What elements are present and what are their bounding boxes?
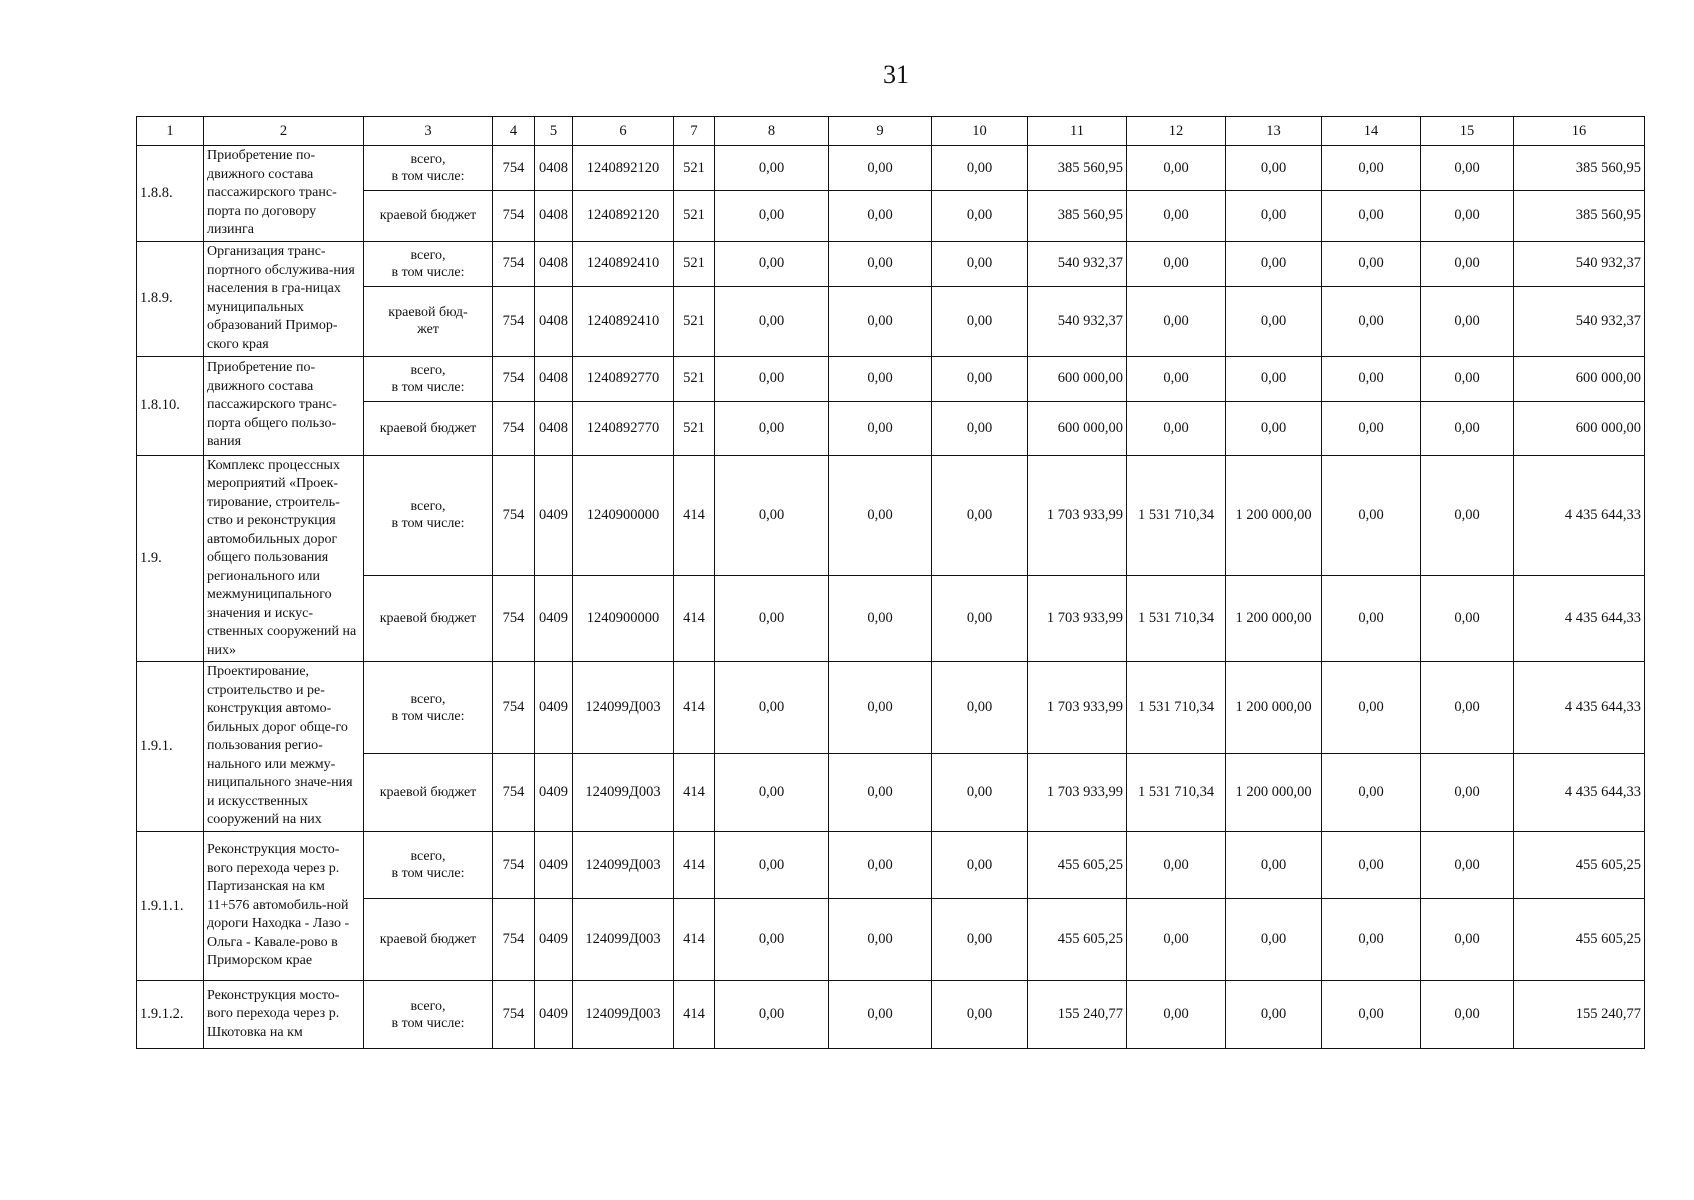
cell-col-7: 414	[674, 576, 715, 662]
cell-col-15: 0,00	[1421, 576, 1514, 662]
row-name: Приобретение по-движного состава пассажирского транс-порта по договору лизинга	[204, 146, 364, 242]
cell-col-8: 0,00	[715, 191, 829, 241]
cell-col-5: 0409	[535, 832, 573, 899]
cell-col-13: 0,00	[1226, 832, 1322, 899]
cell-col-15: 0,00	[1421, 146, 1514, 191]
table-header	[137, 117, 1645, 146]
cell-col-9: 0,00	[829, 191, 932, 241]
row-name: Проектирование, строительство и ре-конструкция автомо-бильных дорог обще-го пользования регио-нального или межму-ниципального значе-ния и искусственных сооружений на них	[204, 662, 364, 832]
cell-col-16: 455 605,25	[1514, 899, 1645, 981]
cell-col-7: 521	[674, 286, 715, 356]
cell-col-10: 0,00	[932, 241, 1028, 286]
table-row	[137, 662, 1645, 754]
column-header-13: 13	[1226, 117, 1322, 146]
funding-source: всего, в том числе:	[364, 241, 493, 286]
funding-source: всего, в том числе:	[364, 981, 493, 1049]
cell-col-13: 0,00	[1226, 899, 1322, 981]
cell-col-12: 0,00	[1127, 356, 1226, 401]
cell-col-14: 0,00	[1322, 576, 1421, 662]
cell-col-11: 1 703 933,99	[1028, 662, 1127, 754]
cell-col-5: 0409	[535, 754, 573, 832]
cell-col-13: 1 200 000,00	[1226, 754, 1322, 832]
cell-col-9: 0,00	[829, 576, 932, 662]
funding-source: всего, в том числе:	[364, 146, 493, 191]
cell-col-10: 0,00	[932, 662, 1028, 754]
cell-col-15: 0,00	[1421, 455, 1514, 576]
row-code: 1.8.9.	[137, 241, 204, 356]
table-row	[137, 832, 1645, 899]
cell-col-13: 0,00	[1226, 401, 1322, 455]
cell-col-6: 124099Д003	[573, 832, 674, 899]
row-code: 1.8.8.	[137, 146, 204, 242]
column-header-5: 5	[535, 117, 573, 146]
row-name: Приобретение по-движного состава пассажирского транс-порта общего пользо-вания	[204, 356, 364, 455]
cell-col-15: 0,00	[1421, 662, 1514, 754]
row-name: Реконструкция мосто-вого перехода через р. Шкотовка на км	[204, 981, 364, 1049]
cell-col-15: 0,00	[1421, 286, 1514, 356]
column-header-2: 2	[204, 117, 364, 146]
cell-col-8: 0,00	[715, 146, 829, 191]
funding-source: всего, в том числе:	[364, 356, 493, 401]
cell-col-7: 414	[674, 754, 715, 832]
cell-col-12: 1 531 710,34	[1127, 576, 1226, 662]
row-code: 1.9.1.1.	[137, 832, 204, 981]
cell-col-15: 0,00	[1421, 191, 1514, 241]
row-code: 1.8.10.	[137, 356, 204, 455]
cell-col-4: 754	[493, 455, 535, 576]
cell-col-5: 0408	[535, 191, 573, 241]
column-header-12: 12	[1127, 117, 1226, 146]
cell-col-12: 0,00	[1127, 981, 1226, 1049]
table-row	[137, 286, 1645, 356]
cell-col-13: 0,00	[1226, 241, 1322, 286]
column-header-7: 7	[674, 117, 715, 146]
row-code: 1.9.	[137, 455, 204, 662]
cell-col-6: 1240892770	[573, 401, 674, 455]
cell-col-7: 414	[674, 662, 715, 754]
cell-col-12: 0,00	[1127, 832, 1226, 899]
cell-col-5: 0409	[535, 981, 573, 1049]
cell-col-8: 0,00	[715, 241, 829, 286]
cell-col-11: 385 560,95	[1028, 146, 1127, 191]
cell-col-15: 0,00	[1421, 899, 1514, 981]
cell-col-11: 1 703 933,99	[1028, 754, 1127, 832]
cell-col-6: 1240900000	[573, 576, 674, 662]
cell-col-6: 124099Д003	[573, 899, 674, 981]
cell-col-16: 540 932,37	[1514, 286, 1645, 356]
cell-col-10: 0,00	[932, 146, 1028, 191]
funding-source: краевой бюджет	[364, 576, 493, 662]
page-number: 31	[883, 60, 909, 89]
cell-col-15: 0,00	[1421, 754, 1514, 832]
cell-col-5: 0408	[535, 401, 573, 455]
cell-col-6: 1240892770	[573, 356, 674, 401]
cell-col-16: 385 560,95	[1514, 191, 1645, 241]
cell-col-4: 754	[493, 286, 535, 356]
cell-col-5: 0409	[535, 576, 573, 662]
row-code: 1.9.1.	[137, 662, 204, 832]
cell-col-7: 414	[674, 981, 715, 1049]
cell-col-11: 455 605,25	[1028, 899, 1127, 981]
cell-col-13: 0,00	[1226, 286, 1322, 356]
cell-col-7: 414	[674, 832, 715, 899]
cell-col-9: 0,00	[829, 146, 932, 191]
cell-col-14: 0,00	[1322, 356, 1421, 401]
cell-col-8: 0,00	[715, 981, 829, 1049]
column-header-6: 6	[573, 117, 674, 146]
cell-col-14: 0,00	[1322, 455, 1421, 576]
cell-col-11: 1 703 933,99	[1028, 455, 1127, 576]
cell-col-12: 1 531 710,34	[1127, 455, 1226, 576]
header-row	[137, 117, 1645, 146]
cell-col-10: 0,00	[932, 286, 1028, 356]
row-name: Реконструкция мосто-вого перехода через р. Партизанская на км 11+576 автомобиль-ной дороги Находка - Лазо - Ольга - Кавале-рово в Приморском крае	[204, 832, 364, 981]
column-header-8: 8	[715, 117, 829, 146]
cell-col-6: 1240892410	[573, 241, 674, 286]
column-header-10: 10	[932, 117, 1028, 146]
cell-col-14: 0,00	[1322, 981, 1421, 1049]
table-row	[137, 754, 1645, 832]
cell-col-9: 0,00	[829, 899, 932, 981]
cell-col-9: 0,00	[829, 286, 932, 356]
cell-col-9: 0,00	[829, 241, 932, 286]
cell-col-14: 0,00	[1322, 754, 1421, 832]
cell-col-6: 124099Д003	[573, 662, 674, 754]
table-row	[137, 899, 1645, 981]
cell-col-8: 0,00	[715, 401, 829, 455]
cell-col-6: 1240892120	[573, 146, 674, 191]
cell-col-9: 0,00	[829, 356, 932, 401]
cell-col-8: 0,00	[715, 832, 829, 899]
cell-col-13: 0,00	[1226, 191, 1322, 241]
cell-col-16: 4 435 644,33	[1514, 754, 1645, 832]
cell-col-12: 0,00	[1127, 241, 1226, 286]
table-body	[137, 146, 1645, 1049]
cell-col-15: 0,00	[1421, 356, 1514, 401]
cell-col-8: 0,00	[715, 576, 829, 662]
cell-col-13: 0,00	[1226, 981, 1322, 1049]
cell-col-12: 0,00	[1127, 286, 1226, 356]
cell-col-4: 754	[493, 576, 535, 662]
cell-col-10: 0,00	[932, 191, 1028, 241]
table-row	[137, 981, 1645, 1049]
cell-col-11: 600 000,00	[1028, 401, 1127, 455]
cell-col-16: 600 000,00	[1514, 401, 1645, 455]
cell-col-10: 0,00	[932, 981, 1028, 1049]
cell-col-14: 0,00	[1322, 191, 1421, 241]
cell-col-4: 754	[493, 981, 535, 1049]
cell-col-15: 0,00	[1421, 981, 1514, 1049]
cell-col-16: 4 435 644,33	[1514, 662, 1645, 754]
row-name: Организация транс-портного обслужива-ния населения в гра-ницах муниципальных образований Примор-ского края	[204, 241, 364, 356]
column-header-11: 11	[1028, 117, 1127, 146]
cell-col-16: 540 932,37	[1514, 241, 1645, 286]
cell-col-9: 0,00	[829, 455, 932, 576]
cell-col-14: 0,00	[1322, 286, 1421, 356]
cell-col-4: 754	[493, 401, 535, 455]
cell-col-10: 0,00	[932, 754, 1028, 832]
cell-col-13: 0,00	[1226, 356, 1322, 401]
cell-col-7: 521	[674, 401, 715, 455]
cell-col-11: 600 000,00	[1028, 356, 1127, 401]
cell-col-15: 0,00	[1421, 832, 1514, 899]
cell-col-5: 0409	[535, 662, 573, 754]
cell-col-8: 0,00	[715, 754, 829, 832]
funding-source: всего, в том числе:	[364, 662, 493, 754]
cell-col-10: 0,00	[932, 832, 1028, 899]
cell-col-8: 0,00	[715, 899, 829, 981]
cell-col-11: 540 932,37	[1028, 241, 1127, 286]
cell-col-7: 414	[674, 455, 715, 576]
cell-col-14: 0,00	[1322, 401, 1421, 455]
cell-col-4: 754	[493, 191, 535, 241]
cell-col-14: 0,00	[1322, 832, 1421, 899]
funding-source: всего, в том числе:	[364, 455, 493, 576]
column-header-4: 4	[493, 117, 535, 146]
cell-col-16: 4 435 644,33	[1514, 576, 1645, 662]
cell-col-7: 521	[674, 146, 715, 191]
cell-col-8: 0,00	[715, 286, 829, 356]
table-row	[137, 146, 1645, 191]
cell-col-5: 0409	[535, 899, 573, 981]
cell-col-15: 0,00	[1421, 401, 1514, 455]
cell-col-5: 0408	[535, 241, 573, 286]
cell-col-12: 1 531 710,34	[1127, 754, 1226, 832]
cell-col-7: 521	[674, 241, 715, 286]
cell-col-7: 521	[674, 191, 715, 241]
funding-source: краевой бюджет	[364, 401, 493, 455]
cell-col-10: 0,00	[932, 899, 1028, 981]
budget-table	[136, 116, 1645, 1049]
cell-col-9: 0,00	[829, 662, 932, 754]
cell-col-15: 0,00	[1421, 241, 1514, 286]
funding-source: краевой бюджет	[364, 191, 493, 241]
cell-col-14: 0,00	[1322, 146, 1421, 191]
funding-source: краевой бюджет	[364, 754, 493, 832]
cell-col-6: 124099Д003	[573, 981, 674, 1049]
cell-col-12: 0,00	[1127, 146, 1226, 191]
cell-col-6: 1240892410	[573, 286, 674, 356]
table-row	[137, 191, 1645, 241]
cell-col-9: 0,00	[829, 401, 932, 455]
cell-col-5: 0408	[535, 356, 573, 401]
cell-col-11: 385 560,95	[1028, 191, 1127, 241]
cell-col-10: 0,00	[932, 356, 1028, 401]
cell-col-4: 754	[493, 146, 535, 191]
cell-col-10: 0,00	[932, 455, 1028, 576]
cell-col-13: 0,00	[1226, 146, 1322, 191]
cell-col-12: 0,00	[1127, 401, 1226, 455]
cell-col-11: 1 703 933,99	[1028, 576, 1127, 662]
funding-source: всего, в том числе:	[364, 832, 493, 899]
cell-col-9: 0,00	[829, 981, 932, 1049]
cell-col-16: 455 605,25	[1514, 832, 1645, 899]
row-code: 1.9.1.2.	[137, 981, 204, 1049]
cell-col-14: 0,00	[1322, 662, 1421, 754]
cell-col-16: 4 435 644,33	[1514, 455, 1645, 576]
table-row	[137, 455, 1645, 576]
cell-col-11: 540 932,37	[1028, 286, 1127, 356]
cell-col-11: 155 240,77	[1028, 981, 1127, 1049]
cell-col-6: 1240892120	[573, 191, 674, 241]
column-header-1: 1	[137, 117, 204, 146]
cell-col-13: 1 200 000,00	[1226, 662, 1322, 754]
cell-col-4: 754	[493, 356, 535, 401]
cell-col-9: 0,00	[829, 832, 932, 899]
cell-col-5: 0409	[535, 455, 573, 576]
cell-col-11: 455 605,25	[1028, 832, 1127, 899]
row-name: Комплекс процессных мероприятий «Проек-тирование, строитель-ство и реконструкция автомобильных дорог общего пользования регионального или межмуниципального значения и искус-ственных сооружений на них»	[204, 455, 364, 662]
cell-col-4: 754	[493, 754, 535, 832]
column-header-16: 16	[1514, 117, 1645, 146]
cell-col-8: 0,00	[715, 455, 829, 576]
cell-col-12: 0,00	[1127, 899, 1226, 981]
cell-col-13: 1 200 000,00	[1226, 455, 1322, 576]
cell-col-7: 521	[674, 356, 715, 401]
table-row	[137, 401, 1645, 455]
cell-col-14: 0,00	[1322, 241, 1421, 286]
cell-col-16: 155 240,77	[1514, 981, 1645, 1049]
cell-col-5: 0408	[535, 146, 573, 191]
cell-col-14: 0,00	[1322, 899, 1421, 981]
cell-col-16: 600 000,00	[1514, 356, 1645, 401]
funding-source: краевой бюд- жет	[364, 286, 493, 356]
cell-col-6: 124099Д003	[573, 754, 674, 832]
cell-col-4: 754	[493, 662, 535, 754]
cell-col-12: 1 531 710,34	[1127, 662, 1226, 754]
cell-col-12: 0,00	[1127, 191, 1226, 241]
column-header-3: 3	[364, 117, 493, 146]
cell-col-16: 385 560,95	[1514, 146, 1645, 191]
cell-col-7: 414	[674, 899, 715, 981]
cell-col-4: 754	[493, 241, 535, 286]
column-header-14: 14	[1322, 117, 1421, 146]
cell-col-13: 1 200 000,00	[1226, 576, 1322, 662]
cell-col-10: 0,00	[932, 576, 1028, 662]
cell-col-8: 0,00	[715, 356, 829, 401]
table-row	[137, 356, 1645, 401]
table-row	[137, 241, 1645, 286]
cell-col-8: 0,00	[715, 662, 829, 754]
table-row	[137, 576, 1645, 662]
cell-col-9: 0,00	[829, 754, 932, 832]
cell-col-4: 754	[493, 832, 535, 899]
cell-col-4: 754	[493, 899, 535, 981]
cell-col-6: 1240900000	[573, 455, 674, 576]
cell-col-5: 0408	[535, 286, 573, 356]
column-header-9: 9	[829, 117, 932, 146]
cell-col-10: 0,00	[932, 401, 1028, 455]
column-header-15: 15	[1421, 117, 1514, 146]
funding-source: краевой бюджет	[364, 899, 493, 981]
